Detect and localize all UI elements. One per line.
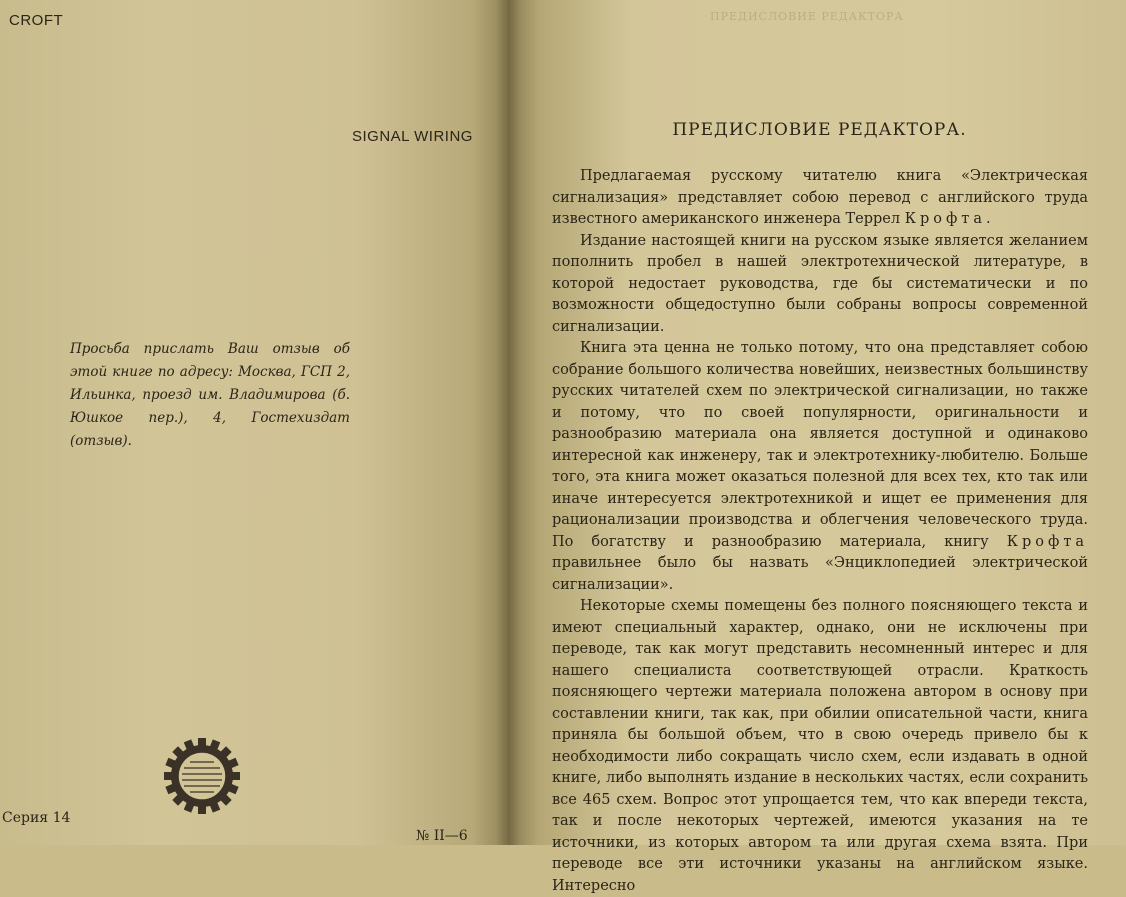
paragraph	[552, 166, 1088, 231]
book-gutter	[496, 0, 520, 845]
paragraph-text: правильнее было бы назвать «Энциклопедией электрической сигнализации».	[552, 555, 1088, 593]
original-title: SIGNAL WIRING	[352, 128, 473, 145]
preface-body	[552, 166, 1088, 897]
paragraph-text: Предлагаемая русскому читателю книга «Электрическая сигнализация» представляет собою перевод с английского труда известного американского инженера Террел	[552, 168, 1088, 227]
paragraph-text: Некоторые схемы помещены без полного поясняющего текста и имеют специальный характер, однако, они не исключены при переводе, так как могут представить несомненный интерес и для нашего специалиста соответствующей отрасли. Краткость поясняющего чертежи материала положена автором в основу при составлении книги, так как, при обилии описательной части, книга приняла бы большой объем, что в свою очередь привело бы к необходимости либо сокращать число схем, если издавать в одной книге, либо выполнять издание в нескольких частях, если сохранить все 465 схем. Вопрос этот упрощается тем, что как впереди текста, так и после некоторых чертежей, имеются указания на те источники, из которых автором та или другая схема взята. При переводе все эти источники указаны на английском языке. Интересно	[552, 598, 1088, 894]
book-number: № II—6	[416, 828, 468, 844]
preface-heading: ПРЕДИСЛОВИЕ РЕДАКТОРА.	[672, 120, 967, 140]
paragraph-text: Книга эта ценна не только потому, что она представляет собою собрание большого количества новейших, неизвестных большинству русских читателей схем по электрической сигнализации, но также и потому, что по своей популярности, оригинальности и разнообразию материала она является доступной и одинаково интересной как инженеру, так и электротехнику-любителю. Больше того, эта книга может оказаться полезной для всех тех, кто так или иначе интересуется электротехникой и ищет ее применения для рационализации производства и облегчения человеческого труда. По богатству и разнообразию материала, книгу	[552, 340, 1088, 550]
bleed-through-header: ПРЕДИСЛОВИЕ РЕДАКТОРА	[710, 10, 904, 23]
series-label: Серия 14	[2, 810, 71, 826]
paragraph	[552, 231, 1088, 339]
gear-seal-icon	[162, 736, 242, 816]
paragraph	[552, 338, 1088, 596]
spaced-name: Крофта	[904, 211, 986, 227]
feedback-request: Просьба прислать Ваш отзыв об этой книге по адресу: Москва, ГСП 2, Ильинка, проезд им. Владимирова (б. Юшкое пер.), 4, Гостехиздат (отзыв).	[70, 341, 350, 449]
header-author: CROFT	[9, 12, 64, 29]
paragraph-text: .	[985, 211, 991, 227]
left-page	[0, 0, 508, 845]
paragraph-text: Издание настоящей книги на русском языке является желанием пополнить пробел в нашей электротехнической литературе, в которой недостает руководства, где бы систематически и по возможности общедоступно были собраны вопросы современной сигнализации.	[552, 232, 1088, 335]
spaced-name: Крофта	[1006, 533, 1088, 550]
paragraph	[552, 596, 1088, 897]
